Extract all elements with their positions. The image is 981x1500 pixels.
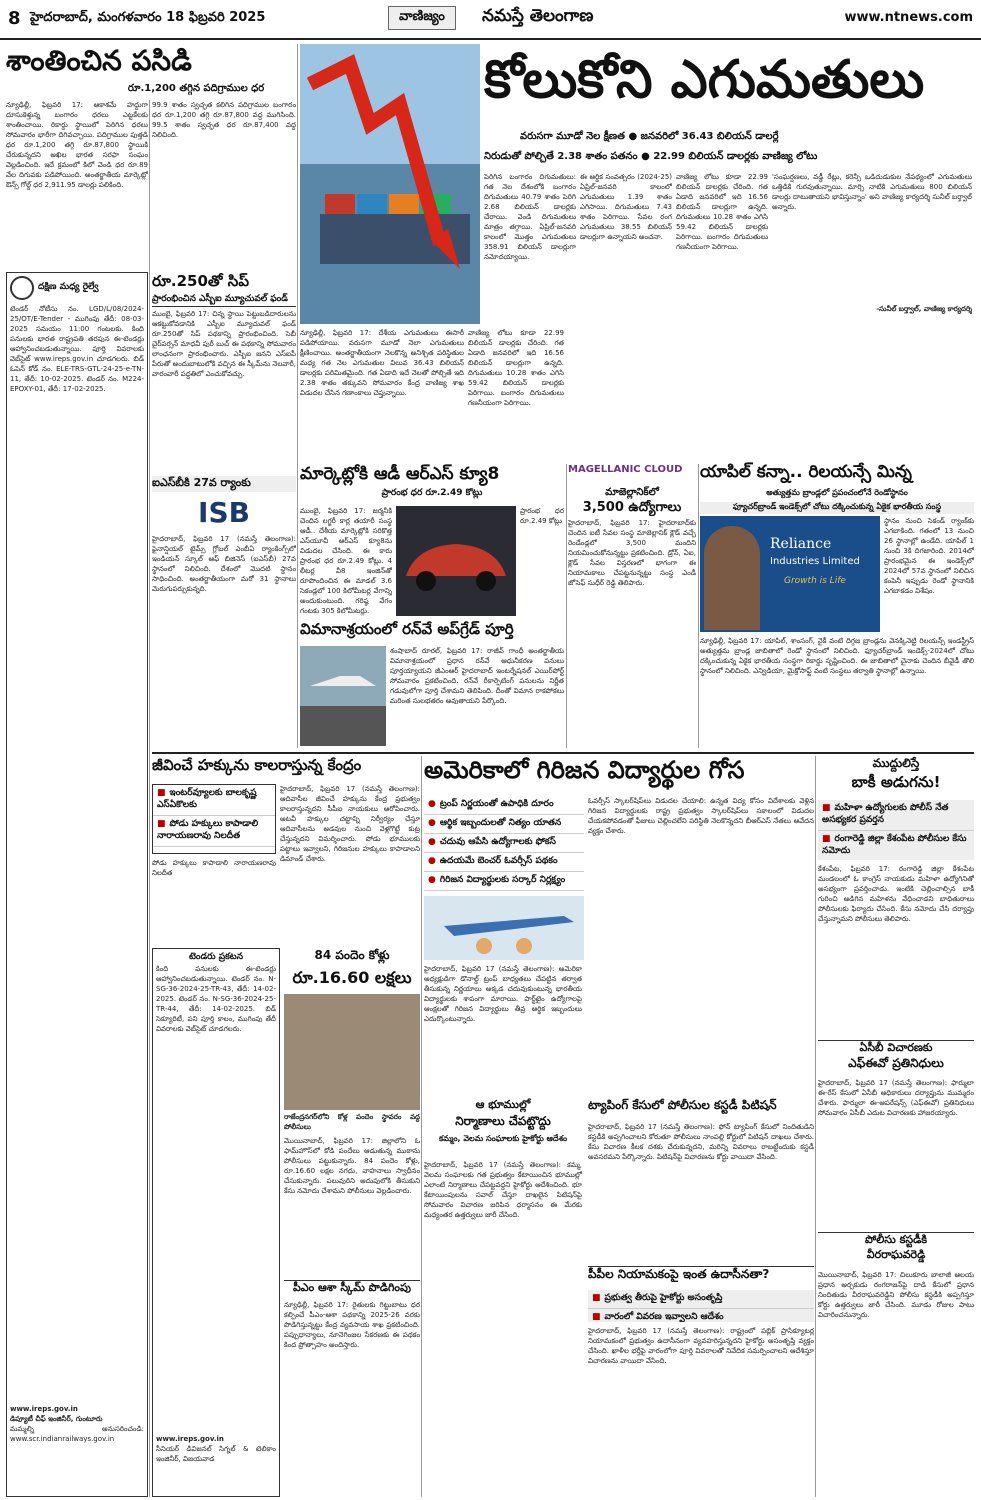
tender-ad — [152, 948, 280, 1497]
kammam-body: హైదరాబాద్, ఫిబ్రవరి 17 (నమస్తే తెలంగాణ): కమ్మ, వెలమ సంఘాలకు గత ప్రభుత్వం కేటాయించిన భూముల్లో ఎలాంటి నిర్మాణాలు చేపట్టవద్దని హైకోర్టు ఆదేశించింది. భూ కేటాయింపులను సవాల్ చేస్తూ దాఖలైన పిటిషన్‌పై సోమవారం విచారణ జరిపిన ధర్మాసనం ఈ మేరకు మధ్యంతర ఉత్తర్వులు జారీ చేసింది. — [424, 1161, 582, 1219]
bullet-dot-icon: ■ — [592, 1293, 601, 1303]
railway-footer: డిప్యూటీ చీఫ్ ఇంజినీర్, గుంటూరు — [10, 1415, 103, 1423]
pp-bullet-2-text: వారంలో వివరణ ఇవ్వాలని ఆదేశం — [604, 1312, 724, 1322]
bullet-dot-icon: ■ — [157, 788, 166, 798]
kodi-photo — [284, 994, 420, 1110]
acb-headline-2: ఎఫ్‌ఈవో ప్రతినిధులు — [848, 1056, 944, 1070]
bullet-dot-icon: ■ — [592, 1312, 601, 1322]
audi-headline: మార్కెట్లోకి ఆడీ ఆర్‌ఎస్ క్యూ8 — [300, 464, 500, 484]
america-bullet-3 — [424, 834, 584, 853]
pm-scheme-body: న్యూఢిల్లీ, ఫిబ్రవరి 17: రైతులకు గిట్టుబాటు ధర కల్పించే పీఎం-ఆశా పథకాన్ని 2025-26 వరకు పొడిగిస్తున్నట్టు కేంద్ర వ్యవసాయ శాఖ ప్రకటించింది. పప్పుధాన్యాలు, నూనెగింజల సేకరణకు ఈ పథకం కింద ప్రోత్సాహం అందిస్తారు. — [284, 1301, 420, 1349]
pm-scheme-headline: పీఎం ఆశా స్కీమ్ పొడిగింపు — [284, 1280, 420, 1298]
column-rule — [815, 756, 816, 1497]
reliance-sign-subtitle: Industries Limited — [770, 556, 860, 567]
exports-subhead-1: వరుసగా మూడో నెల క్షీణత ● జనవరిలో 36.43 బిలియన్ డాలర్లే — [520, 131, 779, 142]
magellanic-headline: మాజెల్లానిక్‌లో — [605, 487, 659, 498]
exports-col-3: పెరిగిన బంగారం దిగుమతులు: గత నెల దేశంలోకి బంగారం దిగుమతులు 40.79 శాతం పెరిగి 2.68 బిలియన్ డాలర్లకు చేరాయి. వెండి దిగుమతులు మాత్రం తగ్గాయి. ఏప్రిల్-జనవరి కాలంలో మొత్తం ఎగుమతులు 358.91 బిలియన్ డాలర్లుగా నమోదయ్యాయి. — [484, 173, 576, 261]
column-rule — [421, 756, 422, 1497]
sip-headline: రూ.250తో సిప్ — [152, 272, 249, 290]
tapping-headline: ట్యాపింగ్ కేసులో పోలీసుల కస్టడీ పిటిషన్ — [588, 1098, 777, 1112]
masthead — [0, 0, 981, 40]
custody-body: మొయినాబాద్, ఫిబ్రవరి 17: చిలుకూరు బాలాజీ ఆలయ ప్రధాన అర్చకుడు రంగరాజన్‌పై దాడి కేసులో ప్రధాన నిందితుడు వీరరాఘవరెడ్డిని పోలీసు కస్టడీకి అప్పగిస్తూ కోర్టు ఉత్తర్వులు జారీ చేసింది. మూడు రోజుల పాటు విచారించనున్నారు. — [818, 1271, 974, 1319]
america-headline: అమెరికాలో గిరిజన విద్యార్థుల గోస — [424, 756, 745, 784]
pp-bullets — [588, 1290, 814, 1322]
exports-col-5a: వాణిజ్య లోటు కూడా 22.99 బిలియన్ డాలర్లకు చేరింది. గత ఏడాది జనవరిలో ఇది 16.56 బిలియన్ డాలర్లుగా ఉన్నది. దిగుమతులు 10.28 శాతం ఎగిసి 59.42 బిలియన్ డాలర్లకు పెరిగాయి. బంగారం దిగుమతులు గణనీయంగా పెరిగాయి. — [676, 173, 768, 251]
kodi-caption: రాజేంద్రనగర్‌లోని కోళ్ల పందెం స్థావరం వద్ద పోలీసులు — [284, 1113, 420, 1131]
exports-headline: కోలుకోని ఎగుమతులు — [484, 49, 925, 110]
gold-rates: 99.9 శాతం స్వచ్ఛత కలిగిన పదిగ్రాముల బంగారం ధర రూ.1,200 తగ్గి రూ.87,800 వద్ద ముగిసింది. 99.5 శాతం స్వచ్ఛత ధర రూ.87,400 వద్ద నిలిచింది. — [152, 101, 296, 139]
america-bullet-4 — [424, 853, 584, 872]
pp-headline: పీపీల నియామకంపై ఇంత ఉదాసీనతా? — [588, 1266, 814, 1286]
newspaper-brand: నమస్తే తెలంగాణ — [482, 6, 594, 26]
reliance-headline: యాపిల్ కన్నా.. రిలయన్సే మిన్న — [700, 462, 912, 482]
bullet-dot-icon: ■ — [157, 819, 166, 829]
column-rule — [566, 464, 567, 748]
reliance-subhead-1: అత్యుత్తమ బ్రాండ్లలో ప్రపంచంలోనే రెండోస్థానం — [766, 488, 908, 497]
acb-body: హైదరాబాద్, ఫిబ్రవరి 17 (నమస్తే తెలంగాణ): ఫార్ములా ఈ-రేస్ కేసులో ఏసీబీ అధికారులు దర్యాప్తును ముమ్మరం చేశారు. ఫార్ములా ఈ-ఆపరేషన్స్ (ఎఫ్‌ఈవో) ప్రతినిధులు సోమవారం ఏసీబీ ఎదుట విచారణకు హాజరయ్యారు. — [818, 1079, 974, 1117]
audi-body-2: ప్రారంభ ధర రూ.2.49 కోట్లు — [520, 507, 564, 525]
pp-bullet-1 — [588, 1290, 814, 1309]
reliance-body-right: స్థానం నుంచి సెకండ్ ర్యాంక్‌కు ఎగబాకింది. గతంలో 13 నుంచి 26 స్థానాల్లో ఉండేది. యాపిల్ 1 నుంచి 3కి దిగజారింది. 2014లో ప్రారంభమైన ఈ ఇండెక్స్‌లో 2024లో 57వ స్థానంలో నిలిచిన కంపెనీ ఇప్పుడు రెండో స్థానానికి ఎగబాకడం విశేషం. — [884, 517, 974, 595]
america-body-2: ఓవర్సీస్ స్కాలర్‌షిప్‌లు విడుదల చేయాలి: ఉన్నత విద్య కోసం విదేశాలకు వెళ్లిన గిరిజన విద్యార్థులకు రాష్ట్ర ప్రభుత్వం స్కాలర్‌షిప్‌లు సకాలంలో విడుదల చేయకపోవడంతో ఫీజులు చెల్లించలేని పరిస్థితి నెలకొన్నదని బీఆర్‌ఎస్ నేతలు ఆవేదన వ్యక్తం చేశారు. — [588, 797, 814, 835]
bullet-dot-icon: ● — [428, 875, 436, 885]
exports-quote-author: -సునీల్ బర్త్వాల్, వాణిజ్య కార్యదర్శి — [876, 305, 972, 313]
dues-headline: ముద్దులిస్తే — [872, 756, 920, 770]
pp-body: హైదరాబాద్, ఫిబ్రవరి 17 (నమస్తే తెలంగాణ): రాష్ట్రంలో పబ్లిక్ ప్రాసిక్యూటర్ల నియామకంలో ప్రభుత్వం ఉదాసీనంగా వ్యవహరిస్తున్నదని హైకోర్టు అసంతృప్తి వ్యక్తం చేసింది. ఖాళీల భర్తీపై వారంలోగా పూర్తి వివరాలతో నివేదిక సమర్పించాలని ఆదేశిస్తూ విచారణను వాయిదా వేసింది. — [588, 1327, 814, 1365]
kodi-body: మొయినాబాద్, ఫిబ్రవరి 17: జిల్లాలోని ఓ ఫామ్‌హౌస్‌లో కోడి పందేలు ఆడుతున్న ముఠాను పోలీసులు పట్టుకున్నారు. 84 పందెం కోళ్లు, రూ.16.60 లక్షల నగదు, వాహనాలు స్వాధీనం చేసుకున్నారు. పలువురిని అదుపులోకి తీసుకుని కేసు నమోదు చేశామని పోలీసులు వెల్లడించారు. — [284, 1137, 420, 1195]
tribal-bullet-2 — [153, 816, 275, 847]
bullet-dot-icon: ● — [428, 837, 436, 847]
ship-arrow-graphic — [300, 44, 480, 324]
airport-headline: విమానాశ్రయంలో రన్‌వే అప్‌గ్రేడ్ పూర్తి — [300, 620, 514, 638]
tribal-body: హైదరాబాద్, ఫిబ్రవరి 17 (నమస్తే తెలంగాణ): ఆదివాసీల జీవించే హక్కును కేంద్ర ప్రభుత్వం కాలరాస్తున్నదని సీపీఐ నాయకులు ఆరోపించారు. అటవీ హక్కుల చట్టాన్ని నిర్వీర్యం చేస్తూ ఆదివాసీలను అడవుల నుంచి వెళ్లగొట్టే కుట్ర చేస్తున్నదని విమర్శించారు. పోడు భూములకు పట్టాలు ఇవ్వాలని, గిరిజనుల హక్కులు కాపాడాలని డిమాండ్ చేశారు. — [280, 785, 420, 863]
america-bullets — [424, 796, 584, 892]
tapping-body: హైదరాబాద్, ఫిబ్రవరి 17 (నమస్తే తెలంగాణ): ఫోన్ ట్యాపింగ్ కేసులో నిందితుడిని కస్టడీకి అప్పగించాలని కోరుతూ పోలీసులు నాంపల్లి కోర్టులో పిటిషన్ దాఖలు చేశారు. కేసు విచారణ కీలక దశకు చేరుకున్నదని, మరిన్ని వివరాలు రాబట్టేందుకు కస్టడీ అవసరమని పేర్కొన్నారు. పిటిషన్‌పై విచారణను కోర్టు వాయిదా వేసింది. — [588, 1123, 814, 1161]
railway-tender-ad — [6, 272, 148, 1497]
column-rule — [698, 464, 699, 748]
railway-logo-icon — [10, 276, 34, 300]
dues-bullet-1-text: మహిళా ఉద్యోగులకు పోలీస్ నేత అసభ్యకర ప్రవర్తన — [822, 803, 949, 825]
magellanic-logo: MAGELLANIC CLOUD — [568, 464, 683, 475]
bullet-dot-icon: ● — [428, 799, 436, 809]
kammam-headline-2: నిర్మాణాలు చేపట్టొద్దు — [455, 1114, 551, 1128]
container-ship-image — [300, 44, 480, 324]
section-divider — [152, 752, 974, 754]
tender-title: టెండరు ప్రకటన — [188, 952, 244, 962]
audi-body: ముంబై, ఫిబ్రవరి 17: జర్మనీకి చెందిన లగ్జరీ కార్ల తయారీ సంస్థ ఆడీ.. దేశీయ మార్కెట్లోకి సరికొత్త ఎస్‌యూవీ ఆర్‌ఎస్ క్యూ8ను విడుదల చేసింది. ఈ కారు ప్రారంభ ధర రూ.2.49 కోట్లు. 4 లీటర్ల వీ8 ఇంజిన్‌తో రూపొందించిన ఈ మాడల్ 3.6 సెకండ్లలో 100 కిలోమీటర్ల వేగాన్ని అందుకుంటుంది. గరిష్ఠ వేగం గంటకు 305 కిలోమీటర్లు. — [300, 507, 392, 615]
airplane-students-icon — [424, 896, 584, 960]
magellanic-body: హైదరాబాద్, ఫిబ్రవరి 17: హైదరాబాద్‌కు చెందిన ఐటీ సేవల సంస్థ మాజెల్లానిక్ క్లౌడ్ వచ్చే రెండేండ్లలో 3,500 మందిని నియమించుకోనున్నట్టు ప్రకటించింది. డ్రోన్, ఏఐ, క్లౌడ్ సేవల విస్తరణలో భాగంగా ఈ నియామకాలు చేపట్టనున్నట్టు సంస్థ ఎండీ జోసెఫ్ సుధీర్ రెడ్డి తెలిపారు. — [568, 519, 696, 587]
exports-headline-box — [484, 44, 974, 124]
tribal-bullet-1 — [153, 785, 275, 816]
exports-col-2: వాణిజ్య లోటు కూడా 22.99 బిలియన్ డాలర్లకు చేరింది. గత ఏడాది జనవరిలో ఇది 16.56 బిలియన్ డాలర్లుగా ఉన్నది. దిగుమతులు 10.28 శాతం ఎగిసి 59.42 బిలియన్ డాలర్లకు పెరిగాయి. బంగారం దిగుమతులు గణనీయంగా పెరిగాయి. — [468, 329, 564, 407]
dues-headline-2: బాకీ అడుగను! — [851, 773, 941, 791]
america-bullet-3-text: చదువు ఆపేసి ఉద్యోగాలకు ఫోకస్ — [439, 837, 556, 847]
kodi-headline-2: రూ.16.60 లక్షలు — [292, 968, 412, 987]
pp-bullet-1-text: ప్రభుత్వ తీరుపై హైకోర్టు అసంతృప్తి — [604, 1293, 723, 1303]
reliance-photo — [700, 516, 880, 632]
dateline: హైదరాబాద్, మంగళవారం 18 ఫిబ్రవరి 2025 — [30, 10, 266, 25]
america-bullet-1 — [424, 796, 584, 815]
dues-headline-box — [818, 756, 974, 796]
gold-subhead: రూ.1,200 తగ్గిన పదిగ్రాముల ధర — [127, 83, 265, 94]
acb-headline: ఏసీబీ విచారణకు — [818, 1040, 974, 1056]
tribal-bullets-box — [152, 784, 276, 854]
america-body: హైదరాబాద్, ఫిబ్రవరి 17 (నమస్తే తెలంగాణ): అమెరికా అధ్యక్షుడిగా డొనాల్డ్ ట్రంప్ బాధ్యతలు చేపట్టిన తర్వాత తీసుకున్న నిర్ణయాలు అక్కడ చదువుకుంటున్న భారతీయ విద్యార్థులకు శాపంగా మారాయి. పార్ట్‌టైం ఉద్యోగాలపై ఆంక్షలతో గిరిజన విద్యార్థులు తీవ్ర ఆర్థిక ఇబ్బందులు ఎదుర్కొంటున్నారు. — [424, 965, 582, 1023]
railway-website[interactable]: www.ireps.gov.in — [10, 1405, 78, 1413]
gold-headline-box — [6, 44, 296, 80]
pp-bullet-2 — [588, 1309, 814, 1322]
isb-logo: ISB — [198, 496, 250, 529]
exports-col-1: న్యూఢిల్లీ, ఫిబ్రవరి 17: దేశీయ ఎగుమతులు ఈసారీ పడిపోయాయి. వరుసగా మూడో నెలా ఎగుమతులు క్షీణించాయి. అంతర్జాతీయంగా నెలకొన్న అనిశ్చిత పరిస్థితుల మధ్య గత నెల ఎగుమతుల విలువ 36.43 బిలియన్ డాలర్లకు పరిమితమైంది. గత ఏడాది ఇదే నెలతో పోల్చితే ఇది 2.38 శాతం తక్కువని సోమవారం కేంద్ర వాణిజ్య శాఖ విడుదల చేసిన గణాంకాలు చెప్తున్నాయి. — [300, 329, 464, 397]
audi-car-image — [396, 506, 516, 616]
tender-website[interactable]: www.ireps.gov.in — [156, 1435, 224, 1443]
kammam-subhead: కమ్మం, వెలమ సంఘాలకు హైకోర్టు ఆదేశం — [438, 1134, 568, 1143]
america-illustration — [424, 896, 584, 960]
tender-footer: సీనియర్ డివిజనల్ సిగ్నల్ & టెలికాం ఇంజినీర్, విజయవాడ — [156, 1445, 276, 1463]
person-silhouette — [704, 526, 760, 630]
reliance-sign-tagline: Growth is Life — [784, 576, 846, 586]
tender-body: కింది పనులకు ఈ-టెండర్లు ఆహ్వానించబడుతున్నాయి. టెండర్ నం. N-SG-36-2024-25-TR-43, తేదీ: 14-02-2025. టెండర్ నం. N-SG-36-2024-25-TR-44, తేదీ: 14-02-2025. బిడ్ సెక్యూరిటీ, పని పూర్తి కాలం, ముగింపు తేదీ వివరాలకు వెబ్‌సైట్ చూడగలరు. — [156, 965, 276, 1033]
bullet-dot-icon: ■ — [822, 834, 831, 844]
car-icon — [396, 506, 516, 616]
sip-body: ముంబై, ఫిబ్రవరి 17: చిన్న స్థాయి పెట్టుబడిదారులను ఆకట్టుకోవడానికి ఎస్బీఐ మ్యూచువల్ ఫండ్ రూ.250తో సిప్ పథకాన్ని ప్రారంభించింది. సెబీ చైర్‌పర్సన్ మాధవీ పురీ బుచ్ ఈ పథకాన్ని సోమవారం లాంఛనంగా ప్రారంభించారు. ఎస్బీఐ జనని ఎస్ఐపీ పేరుతో అందుబాటులోకి వచ్చిన ఈ స్కీమ్‌ను నెలవారీ, వారంవారీ పద్ధతిలో ఎంచుకోవచ్చు. — [152, 310, 296, 378]
bullet-dot-icon: ● — [428, 856, 436, 866]
railway-bottom-line: మమ్మల్ని అనుసరించండి: www.scr.indianrailways.gov.in — [10, 1425, 144, 1443]
america-bullet-5 — [424, 872, 584, 891]
america-bullet-4-text: ఉదయమే బెంచర్ ఓవర్సీస్ పథకం — [439, 856, 558, 866]
exports-col-5: 'సంఘర్షణలు, వడ్డీ రేట్లు, కరెన్సీ ఒడిదుడుకుల నేపథ్యంలో ఎగుమతులు ఒత్తిడికి గురవుతున్నాయి. మార్చి నాటికి ఎగుమతులు 800 బిలియన్ డాలర్లు దాటుతాయని భావిస్తున్నాం' అని వాణిజ్య కార్యదర్శి సునీల్ బర్త్వాల్ అన్నారు. — [772, 173, 972, 211]
custody-headline: పోలీసు కస్టడీకి — [818, 1232, 974, 1248]
dues-body: కేశంపేట, ఫిబ్రవరి 17: రంగారెడ్డి జిల్లా కేశంపేట మండలంలో ఓ కాంగ్రెస్ నాయకుడు మహిళా ఉద్యోగినితో అసభ్యంగా ప్రవర్తించాడు. ఇంటికి చెల్లించాల్సిన బాకీ గురించి అడిగిన మహిళను వేధించాడని బాధితురాలు పోలీసులకు ఫిర్యాదు చేసింది. కేసు నమోదు చేసి దర్యాప్తు చేస్తున్నామని పోలీసులు తెలిపారు. — [818, 865, 974, 923]
magellanic-headline-2: 3,500 ఉద్యోగాలు — [582, 500, 682, 515]
dues-bullet-2 — [818, 831, 974, 860]
tribal-body-2: పోడు హక్కులు కాపాడాలి నారాయణరావు నిలదీత — [152, 859, 276, 877]
website-link[interactable]: www.ntnews.com — [844, 10, 973, 25]
kodi-headline: 84 పందెం కోళ్లు — [314, 948, 390, 962]
audi-subhead: ప్రారంభ ధర రూ.2.49 కోట్లు — [381, 488, 483, 498]
dues-bullet-2-text: రంగారెడ్డి జిల్లా కేశంపేట పోలీసుల కేసు నమోదు — [822, 834, 967, 856]
column-rule — [297, 44, 298, 748]
page-number: 8 — [8, 8, 21, 29]
section-tag: వాణిజ్యం — [388, 6, 456, 30]
custody-headline-2: వీరరాఘవరెడ్డి — [866, 1248, 926, 1261]
reliance-body: న్యూఢిల్లీ, ఫిబ్రవరి 17: యాపిల్, శాంసంగ్, నైకీ వంటి దిగ్గజ బ్రాండ్లను వెనక్కినెట్టి రిలయన్స్ ఇండస్ట్రీస్ అత్యుత్తమ బ్రాండ్ల జాబితాలో రెండో స్థానంలో నిలిచింది. ఫ్యూచర్‌బ్రాండ్ ఇండెక్స్-2024లో చోటు దక్కించుకున్న ఏకైక భారతీయ సంస్థగా రికార్డు సృష్టించింది. ఈ జాబితాలో చైనాకు చెందిన బీవైడీ తొలి స్థానంలో నిలిచింది. ఎన్విడియా, మైక్రోసాఫ్ట్ వంటి సంస్థలు తర్వాతి స్థానాల్లో ఉన్నాయి. — [700, 637, 974, 675]
railway-body: టెండర్ నోటీసు నం. LGD/L/08/2024-25/OT/E-Tender - ముగింపు తేదీ: 08-03-2025 సమయం 11:00 గంటలకు. కింది పనులకు భారత రాష్ట్రపతి తరపున ఈ-టెండర్లు ఆహ్వానించబడుతున్నాయి. పూర్తి వివరాలకు వెబ్‌సైట్ www.ireps.gov.in చూడగలరు. బిడ్ ఓపెన్ కోడ్ నం. ELE-TRS-GTL-24-25-e-TN-11, తేదీ: 10-02-2025. టెండర్ నం. M224-EPOXY-01, తేదీ: 17-02-2025. — [10, 305, 144, 393]
dues-bullet-1 — [818, 800, 974, 831]
sip-story — [152, 272, 296, 472]
airplane-icon — [300, 646, 386, 746]
gold-headline: శాంతించిన పసిడి — [6, 44, 192, 77]
airport-image — [300, 646, 386, 746]
america-bullet-2-text: ఆర్థిక ఇబ్బందులతో నిత్యం యాతన — [439, 818, 562, 828]
reliance-subhead-2: ఫ్యూచర్‌బ్రాండ్ ఇండెక్స్‌లో చోటు దక్కించుకున్న ఏకైక భారతీయ సంస్థ — [700, 502, 974, 514]
bullet-dot-icon: ■ — [822, 803, 831, 813]
sip-subhead: ప్రారంభించిన ఎస్బీఐ మ్యూచువల్ ఫండ్ — [152, 294, 296, 307]
dues-bullets — [818, 800, 974, 860]
america-bullet-1-text: ట్రంప్ నిర్ణయంతో ఉపాధికి దూరం — [439, 799, 554, 809]
america-bullet-5-text: గిరిజన విద్యార్థులకు సర్కార్ నిర్లక్ష్యం — [439, 875, 566, 885]
gold-body: న్యూఢిల్లీ, ఫిబ్రవరి 17: ఆకాశమే హద్దుగా దూసుకెళ్తున్న బంగారం ధరలు ఎట్టకేలకు శాంతించాయి. రికార్డు స్థాయిలో పెరిగిన ధరలు సోమవారం భారీగా దిగివచ్చాయి. పదిగ్రాముల పుత్తడి ధర రూ.1,200 తగ్గి రూ.87,800 స్థాయికి చేరుకున్నదని అఖిల భారత సరఫా సంఘం వెల్లడించింది. ఇదే క్రమంలో కిలో వెండి ధర రూ.89 వేల దిగువకు పడిపోయింది. అంతర్జాతీయ మార్కెట్లో ఔన్స్ గోల్డ్ ధర 2,911.95 డాలర్లు పలికింది. — [6, 101, 148, 189]
exports-col-4: ఈ ఆర్థిక సంవత్సరం (2024-25) ఏప్రిల్-జనవరి కాలంలో ఎగుమతులు 1.39 శాతం ఎగిసాయి. దిగుమతులు 7.43 శాతం పెరిగాయి. సేవల రంగ ఎగుమతులు 38.55 బిలియన్ డాలర్లుగా ఉన్నాయని అంచనా. — [580, 173, 672, 241]
kammam-headline: ఆ భూముల్లో — [475, 1098, 531, 1111]
column-rule — [149, 100, 150, 1497]
railway-title: దక్షిణ మధ్య రైల్వే — [38, 282, 99, 292]
bullet-dot-icon: ● — [428, 818, 436, 828]
tribal-headline: జీవించే హక్కును కాలరాస్తున్న కేంద్రం — [152, 756, 362, 774]
airport-body: శంషాబాద్ రూరల్, ఫిబ్రవరి 17: రాజీవ్ గాంధీ అంతర్జాతీయ విమానాశ్రయంలో ప్రధాన రన్‌వే ఆధునీకరణ పనులు పూర్తయ్యాయని జీఎంఆర్ హైదరాబాద్ ఇంటర్నేషనల్ ఎయిర్‌పోర్ట్ సోమవారం ప్రకటించింది. రన్‌వే రీకార్పెటింగ్ పనులను నిర్ణీత గడువులోగా పూర్తి చేశామని తెలిపింది. దీంతో విమాన రాకపోకలు మరింత సులభతరం అవుతాయని పేర్కొంది. — [390, 647, 564, 705]
isb-body: హైదరాబాద్, ఫిబ్రవరి 17 (నమస్తే తెలంగాణ): ఫైనాన్షియల్ టైమ్స్ గ్లోబల్ ఎంబీఏ ర్యాంకింగ్స్‌లో ఇండియన్ స్కూల్ ఆఫ్ బిజినెస్ (ఐఎస్‌బీ) 27వ స్థానంలో నిలిచింది. దేశంలో మొదటి స్థానం సాధించింది. అంతర్జాతీయంగా మరో 31 స్థానాలు మెరుగుపర్చుకున్నది. — [152, 535, 296, 593]
isb-headline: ఐఎస్‌బీకి 27వ ర్యాంకు — [152, 476, 296, 492]
reliance-sign-name: Reliance — [770, 536, 832, 552]
tribal-bullet-2-text: పోడు హక్కులు కాపాడాలి నారాయణరావు నిలదీత — [157, 819, 259, 841]
tribal-bullet-1-text: ఇంటర్‌వ్యూలకు బాలకృష్ణ ఎస్ఏకొలకు — [157, 788, 257, 810]
america-bullet-2 — [424, 815, 584, 834]
exports-subhead-2: నిరుడుతో పోల్చితే 2.38 శాతం పతనం ● 22.99 బిలియన్ డాలర్లకు వాణిజ్య లోటు — [484, 151, 818, 162]
